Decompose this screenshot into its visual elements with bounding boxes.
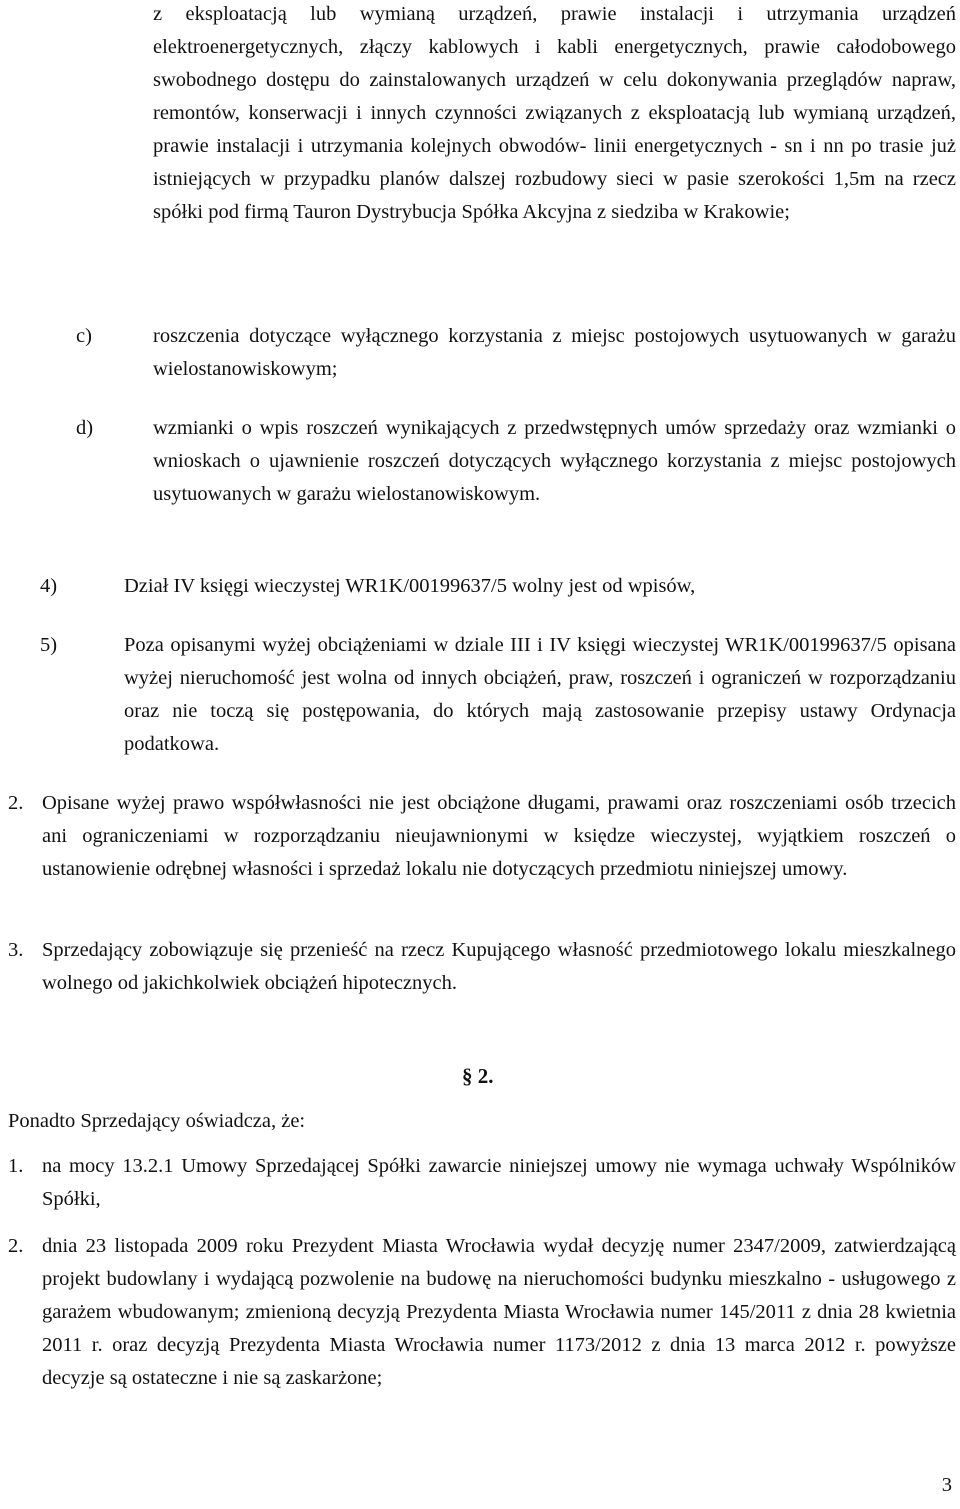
declarations-intro: Ponadto Sprzedający oświadcza, że: [8, 1110, 306, 1132]
sub-item-label-d: d) [76, 417, 94, 439]
page-number: 3 [941, 1474, 952, 1496]
main-point-label-3: 3. [8, 939, 24, 961]
section-heading: § 2. [462, 1064, 494, 1088]
numbered-item-label-5: 5) [40, 634, 58, 656]
numbered-item-text-4: Dział IV księgi wieczystej WR1K/00199637/5 wolny jest od wpisów, [124, 575, 696, 597]
sub-item-text-d: wzmianki o wpis roszczeń wynikających z przedwstępnych umów sprzedaży oraz wzmianki o wnioskach o ujawnienie roszczeń dotyczących wyłącznego korzystania z miejsc postojowych usytuowanych w garażu wielostanowiskowym. [153, 417, 956, 505]
main-point-label-2: 2. [8, 792, 24, 814]
declaration-label-1: 1. [8, 1155, 24, 1177]
main-point-text-2: Opisane wyżej prawo współwłasności nie jest obciążone długami, prawami oraz roszczeniami osób trzecich ani ograniczeniami w rozporządzaniu nieujawnionymi w księdze wieczystej, wyjątkiem roszczeń o ustanowienie odrębnej własności i sprzedaż lokalu nie dotyczących przedmiotu niniejszej umowy. [42, 792, 956, 880]
numbered-item-label-4: 4) [40, 575, 58, 597]
numbered-item-text-5: Poza opisanymi wyżej obciążeniami w dziale III i IV księgi wieczystej WR1K/00199637/5 opisana wyżej nieruchomość jest wolna od innych obciążeń, praw, roszczeń i ograniczeń w rozporządzaniu oraz nie toczą się postępowania, do których mają zastosowanie przepisy ustawy Ordynacja podatkowa. [124, 634, 956, 755]
sub-item-text-c: roszczenia dotyczące wyłącznego korzystania z miejsc postojowych usytuowanych w garażu wielostanowiskowym; [153, 325, 956, 380]
declaration-label-2: 2. [8, 1235, 24, 1257]
declaration-text-1: na mocy 13.2.1 Umowy Sprzedającej Spółki zawarcie niniejszej umowy nie wymaga uchwały Wspólników Spółki, [42, 1155, 956, 1210]
main-point-text-3: Sprzedający zobowiązuje się przenieść na rzecz Kupującego własność przedmiotowego lokalu mieszkalnego wolnego od jakichkolwiek obciążeń hipotecznych. [42, 939, 956, 994]
declaration-text-2: dnia 23 listopada 2009 roku Prezydent Miasta Wrocławia wydał decyzję numer 2347/2009, zatwierdzającą projekt budowlany i wydającą pozwolenie na budowę na nieruchomości budynku mieszkalno - usługowego z garażem wbudowanym; zmienioną decyzją Prezydenta Miasta Wrocławia numer 145/2011 z dnia 28 kwietnia 2011 r. oraz decyzją Prezydenta Miasta Wrocławia numer 1173/2012 z dnia 13 marca 2012 r. powyższe decyzje są ostateczne i nie są zaskarżone; [42, 1235, 956, 1389]
continuation-paragraph: z eksploatacją lub wymianą urządzeń, prawie instalacji i utrzymania urządzeń elektroenergetycznych, złączy kablowych i kabli energetycznych, prawie całodobowego swobodnego dostępu do zainstalowanych urządzeń w celu dokonywania przeglądów napraw, remontów, konserwacji i innych czynności związanych z eksploatacją lub wymianą urządzeń, prawie instalacji i utrzymania kolejnych obwodów- linii energetycznych - sn i nn po trasie już istniejących w przypadku planów dalszej rozbudowy sieci w pasie szerokości 1,5m na rzecz spółki pod firmą Tauron Dystrybucja Spółka Akcyjna z siedziba w Krakowie; [153, 3, 956, 223]
sub-item-label-c: c) [76, 325, 92, 347]
